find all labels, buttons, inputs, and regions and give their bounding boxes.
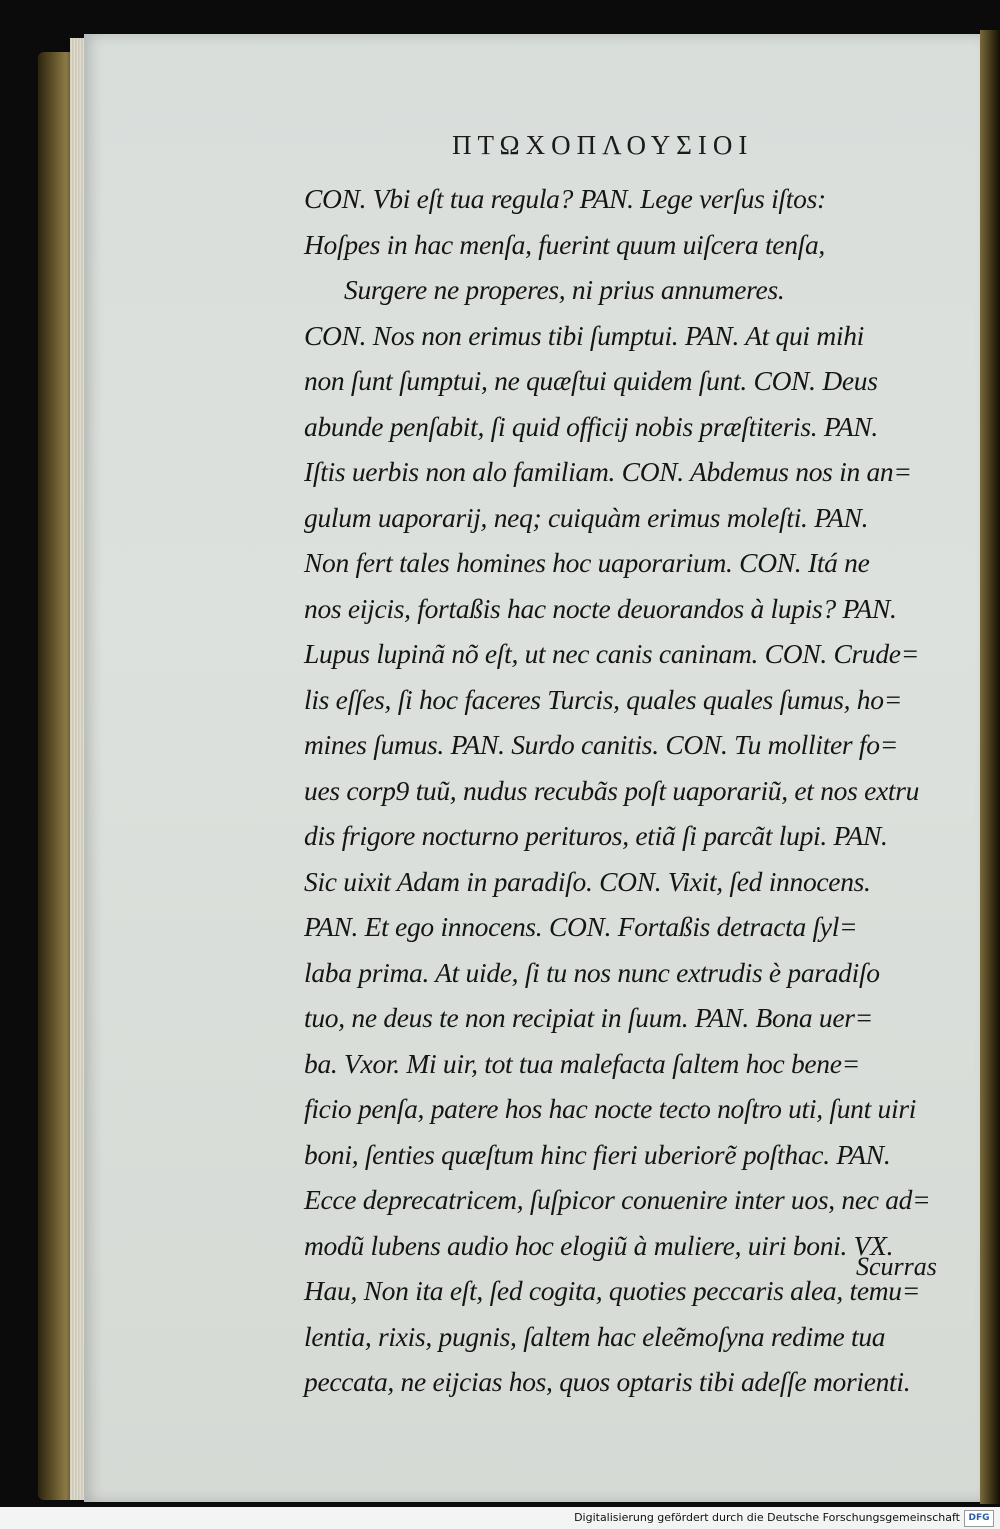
text-line: laba prima. At uide, ſi tu nos nunc extrudis è paradiſo	[304, 956, 880, 988]
text-line: ba. Vxor. Mi uir, tot tua malefacta ſaltem hoc bene=	[304, 1047, 860, 1079]
text-line: gulum uaporarij, neq; cuiquàm erimus moleſti. PAN.	[304, 501, 869, 533]
text-line: ues corp9 tuũ, nudus recubãs poſt uaporariũ, et nos extru	[304, 774, 920, 806]
text-line: tuo, ne deus te non recipiat in ſuum. PAN. Bona uer=	[304, 1002, 873, 1033]
text-line: Hoſpes in hac menſa, fuerint quum uiſcera tenſa,	[304, 228, 826, 260]
text-line: CON. Nos non erimus tibi ſumptui. PAN. At qui mihi	[304, 319, 865, 351]
text-line: boni, ſenties quæſtum hinc fieri uberiorẽ poſthac. PAN.	[304, 1138, 891, 1170]
text-line: Non fert tales homines hoc uaporarium. CON. Itá ne	[304, 547, 870, 578]
text-line: lentia, rixis, pugnis, ſaltem hac eleẽmoſyna redime tua	[304, 1320, 886, 1352]
text-line: Lupus lupinã nõ eſt, ut nec canis caninam. CON. Crude=	[304, 638, 919, 669]
catchword: Scurras	[856, 1252, 937, 1281]
running-head: ΠΤΩΧΟΠΛΟΥΣΙΟΙ	[452, 130, 754, 160]
text-line: dis frigore nocturno perituros, etiã ſi parcãt lupi. PAN.	[304, 820, 888, 851]
book-cover-edge	[980, 30, 1000, 1504]
text-line: CON. Vbi eſt tua regula? PAN. Lege verſus iſtos:	[304, 183, 826, 214]
text-line: Ecce deprecatricem, ſuſpicor conuenire inter uos, nec ad=	[304, 1184, 931, 1215]
text-block	[304, 176, 964, 1405]
text-line: peccata, ne eijcias hos, quos optaris tibi adeſſe morienti.	[304, 1366, 911, 1397]
footer-credit: Digitalisierung gefördert durch die Deutsche Forschungsgemeinschaft	[574, 1511, 960, 1524]
text-line: mines ſumus. PAN. Surdo canitis. CON. Tu molliter fo=	[304, 729, 898, 760]
text-line: Sic uixit Adam in paradiſo. CON. Vixit, ſed innocens.	[304, 865, 871, 897]
text-line: modũ lubens audio hoc elogiũ à muliere, uiri boni. VX.	[304, 1229, 894, 1261]
text-line: Surgere ne properes, ni prius annumeres.	[344, 274, 785, 305]
text-line: Hau, Non ita eſt, ſed cogita, quoties peccaris alea, temu=	[304, 1275, 920, 1306]
text-line: PAN. Et ego innocens. CON. Fortaßis detracta ſyl=	[304, 911, 858, 942]
text-line: ficio penſa, patere hos hac nocte tecto noſtro uti, ſunt uiri	[304, 1093, 917, 1124]
dfg-logo: DFG	[964, 1510, 994, 1527]
text-line: lis eſſes, ſi hoc faceres Turcis, quales quales ſumus, ho=	[304, 683, 902, 715]
text-line: nos eijcis, fortaßis hac nocte deuorandos à lupis? PAN.	[304, 592, 897, 624]
text-line: abunde penſabit, ſi quid officij nobis præſtiteris. PAN.	[304, 410, 878, 442]
text-line: non ſunt ſumptui, ne quæſtui quidem ſunt. CON. Deus	[304, 365, 878, 396]
text-line: Iſtis uerbis non alo familiam. CON. Abdemus nos in an=	[304, 456, 912, 487]
